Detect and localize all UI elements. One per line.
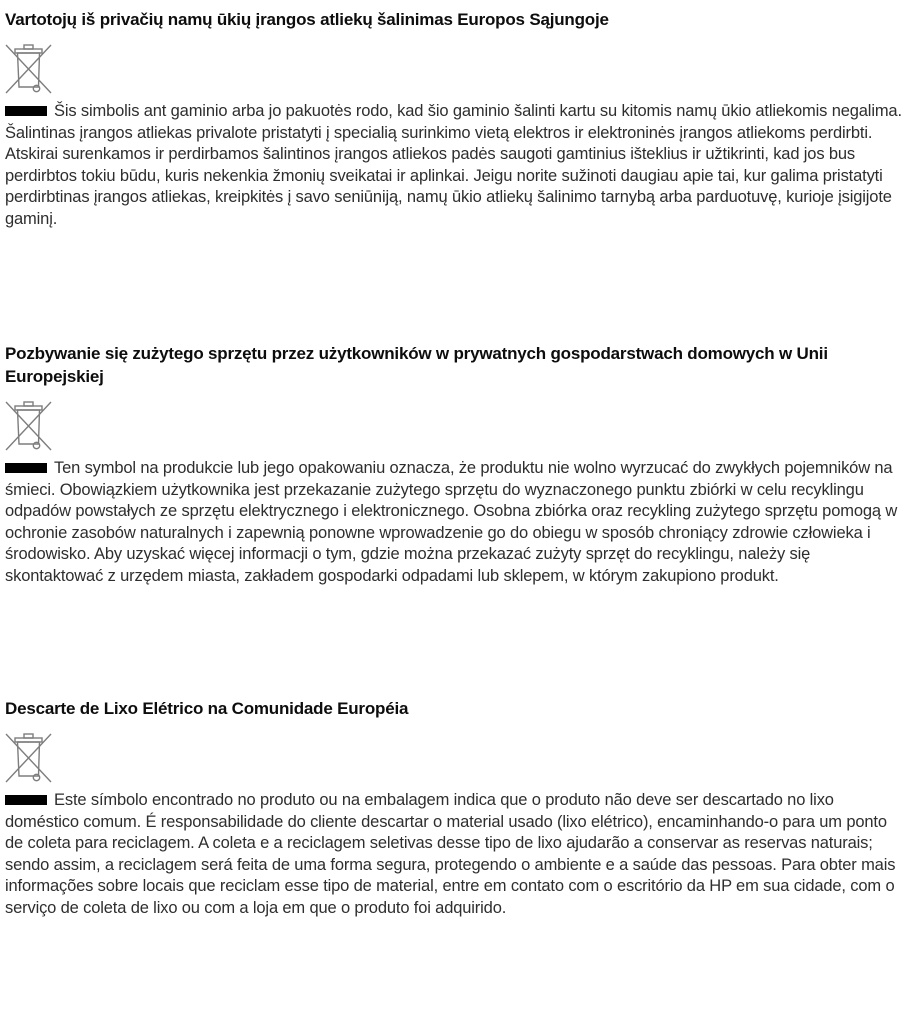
paragraph-text: Este símbolo encontrado no produto ou na embalagem indica que o produto não deve ser descartado no lixo doméstico comum. É responsabilidade do cliente descartar o material usado (lixo elétrico), encaminhando-o para um ponto de coleta para reciclagem. A coleta e a reciclagem seletivas desse tipo de lixo ajudarão a conservar as reservas naturais; sendo assim, a reciclagem será feita de uma forma segura, protegendo o ambiente e a saúde das pessoas. Para obter mais informações sobre locais que reciclam esse tipo de material, entre em contato com o escritório da HP em sua cidade, com o serviço de coleta de lixo ou com a loja em que o produto foi adquirido.: [5, 791, 896, 917]
paragraph-text: Ten symbol na produkcie lub jego opakowaniu oznacza, że produktu nie wolno wyrzucać do zwykłych pojemników na śmieci. Obowiązkiem użytkownika jest przekazanie zużytego sprzętu do wyznaczonego punktu zbiórki w celu recyklingu odpadów powstałych ze sprzętu elektrycznego i elektronicznego. Osobna zbiórka oraz recykling zużytego sprzętu pomogą w ochronie zasobów naturalnych i zapewnią ponowne wprowadzenie go do obiegu w sposób chroniący zdrowie człowieka i środowisko. Aby uzyskać więcej informacji o tym, gdzie można przekazać zużyty sprzęt do recyklingu, należy się skontaktować z urzędem miasta, zakładem gospodarki odpadami lub sklepem, w którym zakupiono produkt.: [5, 459, 898, 585]
weee-crossed-out-bin-icon: [5, 397, 53, 453]
weee-crossed-out-bin-icon: [5, 729, 53, 785]
section-heading-lithuanian: Vartotojų iš privačių namų ūkių įrangos atliekų šalinimas Europos Sąjungoje: [5, 10, 609, 29]
section-heading-polish: Pozbywanie się zużytego sprzętu przez użytkowników w prywatnych gospodarstwach domowych w Unii Europejskiej: [5, 344, 828, 386]
section-heading-portuguese: Descarte de Lixo Elétrico na Comunidade Européia: [5, 699, 409, 718]
section-lithuanian: [5, 8, 908, 230]
weee-crossed-out-bin-icon: [5, 40, 53, 96]
section-portuguese: [5, 697, 908, 919]
black-bar-icon: [5, 795, 47, 805]
black-bar-icon: [5, 106, 47, 116]
section-polish: [5, 342, 908, 587]
section-paragraph-lithuanian: [5, 101, 908, 230]
section-paragraph-polish: [5, 458, 908, 587]
section-paragraph-portuguese: [5, 790, 908, 919]
paragraph-text: Šis simbolis ant gaminio arba jo pakuotės rodo, kad šio gaminio šalinti kartu su kitomis namų ūkio atliekomis negalima. Šalintinas įrangos atliekas privalote pristatyti į specialią surinkimo vietą elektros ir elektroninės įrangos atliekoms perdirbti. Atskirai surenkamos ir perdirbamos šalintinos įrangos atliekos padės saugoti gamtinius išteklius ir užtikrinti, kad jos bus perdirbtos tokiu būdu, kuris nekenkia žmonių sveikatai ir aplinkai. Jeigu norite sužinoti daugiau apie tai, kur galima pristatyti perdirbtinas įrangos atliekas, kreipkitės į savo seniūniją, namų ūkio atliekų šalinimo tarnybą arba parduotuvę, kurioje įsigijote gaminį.: [5, 102, 902, 228]
black-bar-icon: [5, 463, 47, 473]
